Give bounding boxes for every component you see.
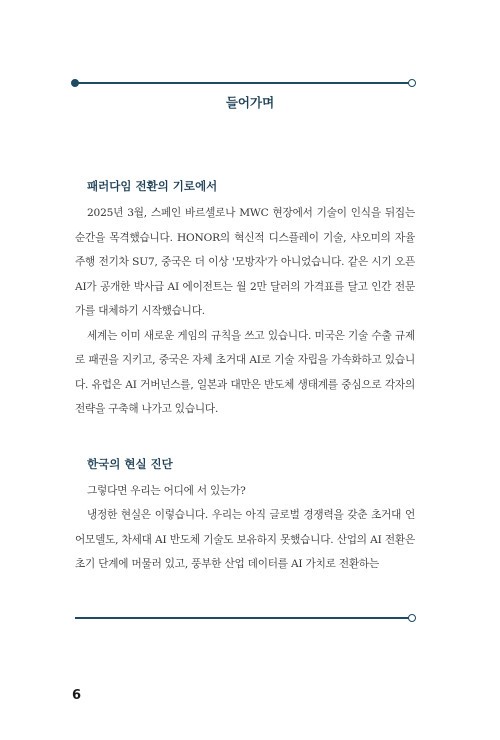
body-content bbox=[75, 176, 415, 577]
divider-end-circle-icon bbox=[408, 79, 416, 87]
divider-start-dot-icon bbox=[71, 79, 79, 87]
page-number: 6 bbox=[72, 688, 82, 703]
section-heading: 한국의 현실 진단 bbox=[87, 456, 173, 471]
bottom-divider bbox=[75, 617, 412, 619]
section-spacer bbox=[75, 422, 415, 454]
top-divider bbox=[75, 82, 412, 84]
chapter-title: 들어가며 bbox=[225, 95, 275, 110]
paragraph: 세계는 이미 새로운 게임의 규칙을 쓰고 있습니다. 미국은 기술 수출 규제로 패권을 지키고, 중국은 자체 초거대 AI로 기술 자립을 가속화하고 있습니다. 유럽은 AI 거버넌스를, 일본과 대만은 반도체 생태계를 중심으로 각자의 전략을 구축해 나가고 있습니다. bbox=[75, 329, 415, 415]
paragraph: 2025년 3월, 스페인 바르셀로나 MWC 현장에서 기술이 인식을 뒤집는 순간을 목격했습니다. HONOR의 혁신적 디스플레이 기술, 샤오미의 자율주행 전기차 SU7, 중국은 더 이상 '모방자'가 아니었습니다. 같은 시기 오픈AI가 공개한 박사급 AI 에이전트는 월 2만 달러의 가격표를 달고 인간 전문가를 대체하기 시작했습니다. bbox=[75, 207, 415, 317]
section-paradigm-shift bbox=[75, 176, 415, 422]
section-korea-diagnosis bbox=[75, 454, 415, 577]
divider-end-circle-icon bbox=[408, 614, 416, 622]
paragraph: 냉정한 현실은 이렇습니다. 우리는 아직 글로벌 경쟁력을 갖춘 초거대 언어모델도, 차세대 AI 반도체 기술도 보유하지 못했습니다. 산업의 AI 전환은 초기 단계에 머물러 있고, 풍부한 산업 데이터를 AI 가치로 전환하는 bbox=[75, 509, 415, 570]
section-heading: 패러다임 전환의 기로에서 bbox=[87, 179, 218, 193]
paragraph: 그렇다면 우리는 어디에 서 있는가? bbox=[87, 484, 246, 497]
